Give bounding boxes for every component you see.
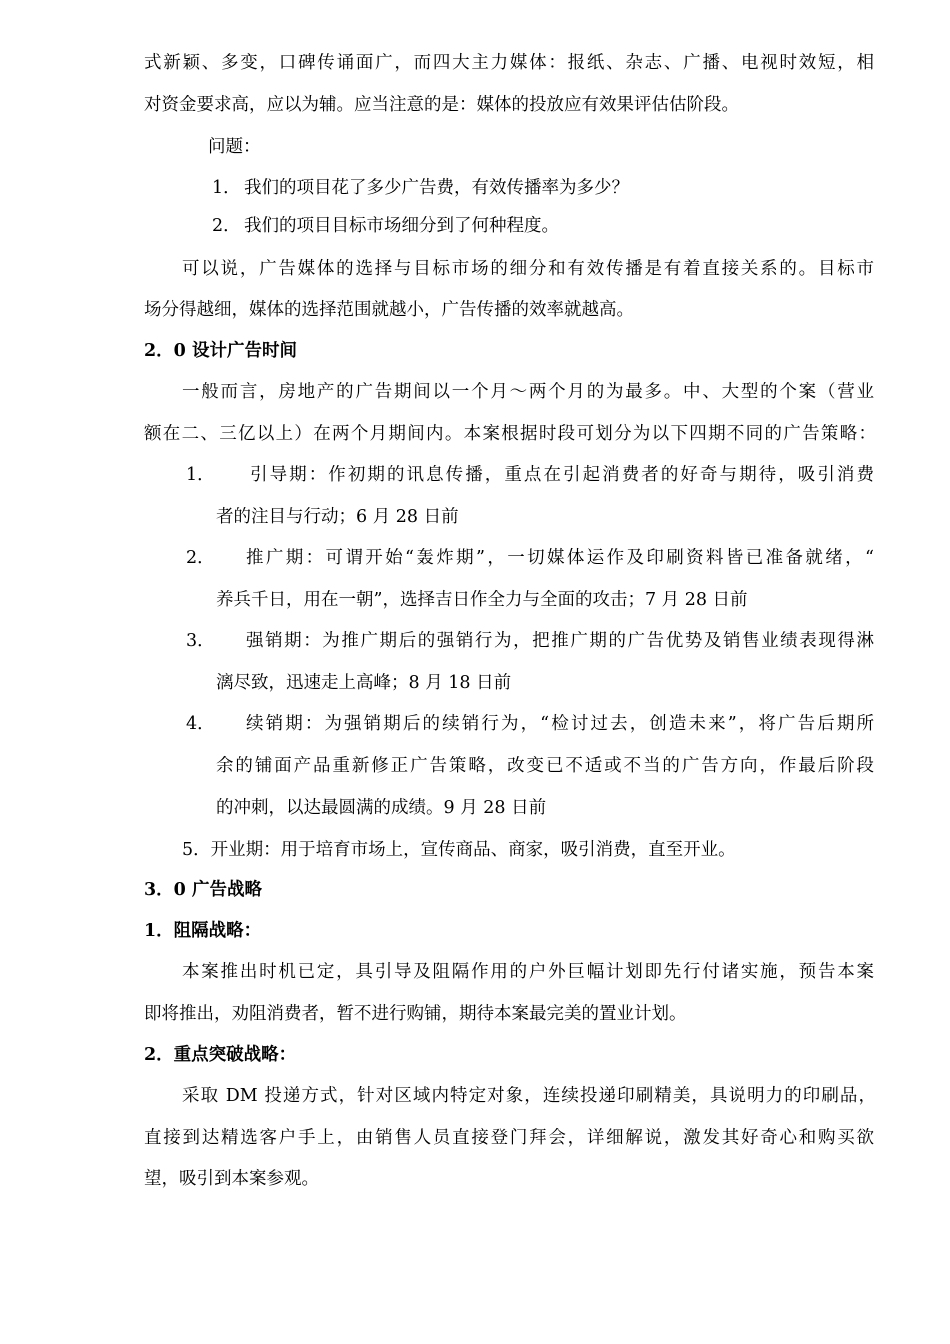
phase-line: 强销期：为推广期后的强销行为，把推广期的广告优势及销售业绩表现得淋	[246, 631, 874, 651]
phase-line: 续销期：为强销期后的续销行为，“检讨过去，创造未来”，将广告后期所	[246, 714, 874, 734]
paragraph-line: 额在二、三亿以上）在两个月期间内。本案根据时段可划分为以下四期不同的广告策略：	[144, 424, 876, 444]
subsection-heading: 1．阻隔战略：	[144, 921, 262, 941]
question-number: 2．	[212, 216, 241, 236]
question-text: 我们的项目花了多少广告费，有效传播率为多少？	[244, 178, 629, 198]
phase-line: 者的注目与行动；6 月 28 日前	[216, 507, 459, 527]
section-heading: 2．0 设计广告时间	[144, 341, 297, 361]
phase-line: 引导期：作初期的讯息传播，重点在引起消费者的好奇与期待，吸引消费	[250, 465, 874, 485]
paragraph-line: 一般而言，房地产的广告期间以一个月～两个月的为最多。中、大型的个案（营业	[182, 382, 874, 402]
phase-number: 4．	[186, 714, 215, 734]
phase-line: 余的铺面产品重新修正广告策略，改变已不适或不当的广告方向，作最后阶段	[216, 756, 874, 776]
questions-label: 问题：	[208, 137, 261, 157]
paragraph-line: 场分得越细，媒体的选择范围就越小，广告传播的效率就越高。	[144, 300, 634, 320]
section-heading: 3．0 广告战略	[144, 880, 262, 900]
paragraph-line: 即将推出，劝阻消费者，暂不进行购铺，期待本案最完美的置业计划。	[144, 1004, 687, 1024]
phase-number: 1．	[186, 465, 215, 485]
paragraph-line: 本案推出时机已定，具引导及阻隔作用的户外巨幅计划即先行付诸实施，预告本案	[182, 962, 874, 982]
paragraph-line: 对资金要求高，应以为辅。应当注意的是：媒体的投放应有效果评估估阶段。	[144, 95, 739, 115]
subsection-heading: 2．重点突破战略：	[144, 1045, 297, 1065]
phase-line: 5．开业期：用于培育市场上，宣传商品、商家，吸引消费，直至开业。	[182, 840, 736, 860]
paragraph-line: 望，吸引到本案参观。	[144, 1169, 319, 1189]
paragraph-line: 可以说，广告媒体的选择与目标市场的细分和有效传播是有着直接关系的。目标市	[182, 259, 874, 279]
question-number: 1．	[212, 178, 241, 198]
paragraph-line: 直接到达精选客户手上，由销售人员直接登门拜会，详细解说，激发其好奇心和购买欲	[144, 1128, 874, 1148]
paragraph-line: 采取 DM 投递方式，针对区域内特定对象，连续投递印刷精美，具说明力的印刷品，	[182, 1086, 876, 1106]
phase-line: 漓尽致，迅速走上高峰；8 月 18 日前	[216, 673, 512, 693]
phase-line: 的冲刺，以达最圆满的成绩。9 月 28 日前	[216, 798, 547, 818]
phase-number: 2．	[186, 548, 215, 568]
question-text: 我们的项目目标市场细分到了何种程度。	[244, 216, 559, 236]
phase-line: 推广期：可谓开始“轰炸期”，一切媒体运作及印刷资料皆已准备就绪，“	[246, 548, 874, 568]
phase-line: 养兵千日，用在一朝”，选择吉日作全力与全面的攻击；7 月 28 日前	[216, 590, 748, 610]
phase-number: 3．	[186, 631, 215, 651]
paragraph-line: 式新颖、多变，口碑传诵面广，而四大主力媒体：报纸、杂志、广播、电视时效短，相	[144, 53, 874, 73]
